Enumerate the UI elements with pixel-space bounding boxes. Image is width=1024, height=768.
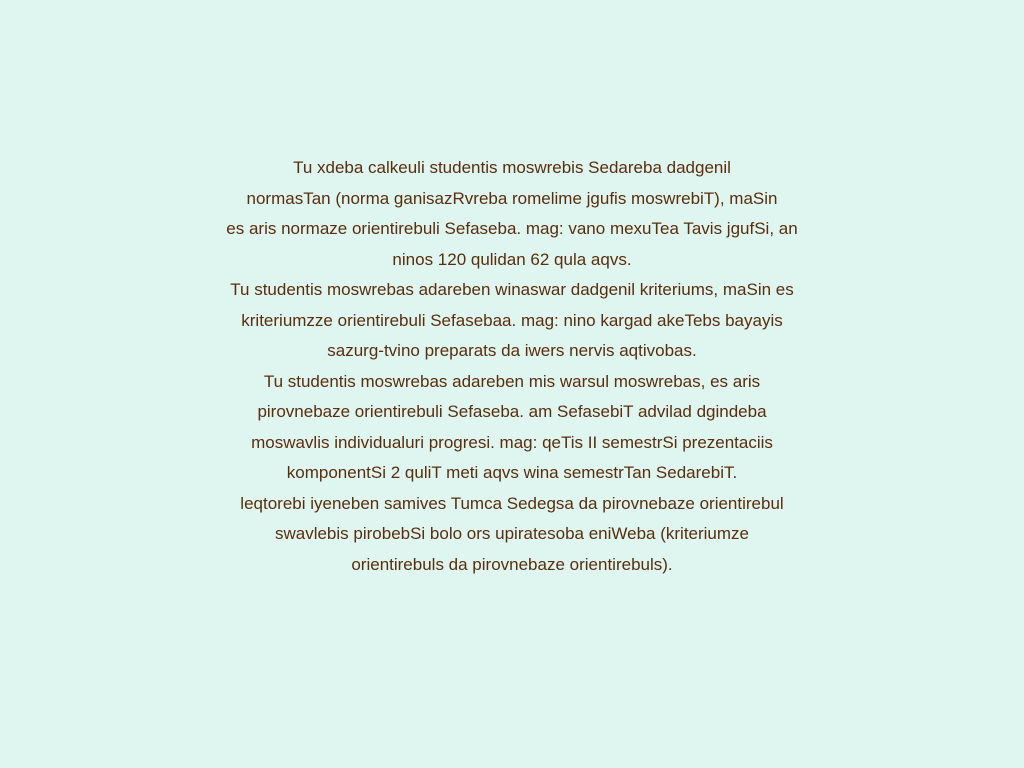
- text-line-14: orientirebuls da pirovnebaze orientirebuls).: [351, 554, 673, 574]
- text-line-5: Tu studentis moswrebas adareben winaswar dadgenil kriteriums, maSin es: [230, 280, 794, 299]
- text-line-1: Tu xdeba calkeuli studentis moswrebis Sedareba dadgenil: [293, 158, 731, 177]
- text-line-3: es aris normaze orientirebuli Sefaseba. mag: vano mexuTea Tavis jgufSi, an: [226, 219, 798, 238]
- text-line-11: komponentSi 2 quliT meti aqvs wina semestrTan SedarebiT.: [286, 463, 738, 482]
- text-line-6: kriteriumzze orientirebuli Sefasebaa. mag: nino kargad akeTebs bayayis: [241, 310, 783, 330]
- text-line-12: leqtorebi iyeneben samives Tumca Sedegsa da pirovnebaze orientirebul: [240, 493, 784, 513]
- text-line-2: normasTan (norma ganisazRvreba romelime jgufis moswrebiT), maSin: [246, 188, 778, 208]
- text-line-7: sazurg-tvino preparats da iwers nervis aqtivobas.: [327, 341, 697, 360]
- slide-body-text: [200, 153, 824, 580]
- text-line-9: pirovnebaze orientirebuli Sefaseba. am SefasebiT advilad dgindeba: [257, 402, 767, 421]
- text-line-13: swavlebis pirobebSi bolo ors upiratesoba eniWeba (kriteriumze: [274, 524, 750, 543]
- text-line-10: moswavlis individualuri progresi. mag: qeTis II semestrSi prezentaciis: [251, 432, 773, 452]
- text-line-8: Tu studentis moswrebas adareben mis warsul moswrebas, es aris: [263, 371, 761, 391]
- text-line-4: ninos 120 qulidan 62 qula aqvs.: [392, 249, 632, 269]
